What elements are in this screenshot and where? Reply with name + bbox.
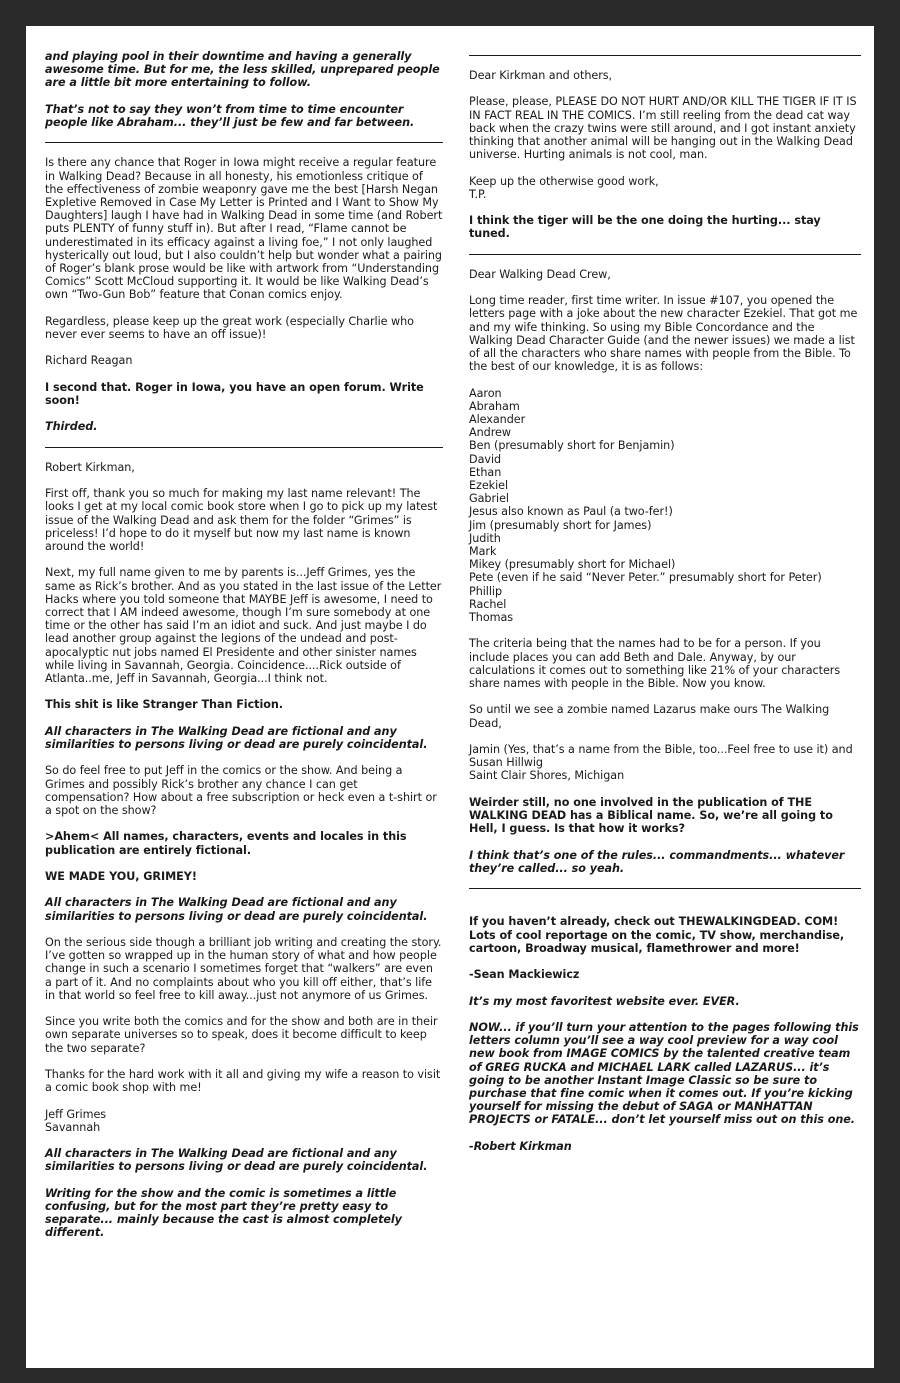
editor-response: and playing pool in their downtime and having a generally awesome time. But for me, the less skilled, unprepared people are a little bit more entertaining to follow. — [45, 50, 440, 90]
left-column — [45, 50, 443, 1253]
letter-paragraph: The criteria being that the names had to be for a person. If you include places you can add Beth and Dale. Anyway, by our calculations it comes out to something like 21% of your characters share names with people in the Bible. Now you know. — [469, 637, 841, 691]
letter-paragraph: Dear Walking Dead Crew, — [469, 267, 611, 281]
letter-paragraph: Since you write both the comics and for the show and both are in their own separate universes so to speak, does it become difficult to keep the two separate? — [45, 1015, 438, 1055]
letter-paragraph: Robert Kirkman, — [45, 460, 135, 474]
letter-paragraph: Please, please, PLEASE DO NOT HURT AND/OR KILL THE TIGER IF IT IS IN FACT REAL IN THE COMICS. I’m still reeling from the dead cat way back when the crazy twins were still around, and I got instant anxiety thinking that another animal will be hanging out in the Walking Dead universe. Hurting animals is not cool, man. — [469, 95, 857, 162]
letter-paragraph: First off, thank you so much for making my last name relevant! The looks I get at my local comic book store when I go to pick up my latest issue of the Walking Dead and ask them for the folder “Grimes” is priceless! I’d hope to do it myself but now my last name is known around the world! — [45, 487, 438, 553]
letters-page — [26, 26, 874, 1368]
letter-paragraph: So until we see a zombie named Lazarus make ours The Walking Dead, — [469, 703, 830, 730]
editor-response: I think the tiger will be the one doing the hurting... stay tuned. — [469, 214, 821, 241]
letter-paragraph: Richard Reagan — [45, 354, 133, 368]
editor-response: All characters in The Walking Dead are fictional and any similarities to persons living or dead are purely coincidental. — [45, 896, 428, 923]
section-divider — [469, 888, 861, 889]
editor-response: -Robert Kirkman — [469, 1139, 572, 1153]
editor-response: >Ahem< All names, characters, events and locales in this publication are entirely fictional. — [45, 830, 407, 857]
editor-response: It’s my most favoritest website ever. EVER. — [469, 994, 740, 1008]
section-divider — [469, 254, 861, 255]
letter-paragraph: Thanks for the hard work with it all and giving my wife a reason to visit a comic book shop with me! — [45, 1067, 441, 1095]
editor-response: Weirder still, no one involved in the publication of THE WALKING DEAD has a Biblical name. So, we’re all going to Hell, I guess. Is that how it works? — [469, 795, 833, 836]
letter-paragraph: Next, my full name given to me by parents is...Jeff Grimes, yes the same as Rick’s brother. And as you stated in the last issue of the Letter Hacks where you told someone that MAYBE Jeff is awesome, I need to correct that I AM indeed awesome, though I’m sure somebody at one time or the other has said I’m an idiot and suck. And just maybe I do lead another group against the legions of the undead and post-apocalyptic nut jobs named El Presidente and other sinister names while living in Savannah, Georgia. Coincidence....Rick outside of Atlanta..me, Jeff in Savannah, Georgia...I think not. — [45, 566, 442, 685]
letter-paragraph: Jeff Grimes Savannah — [45, 1107, 107, 1134]
letter-paragraph: Long time reader, first time writer. In issue #107, you opened the letters page with a joke about the new character Ezekiel. That got me and my wife thinking. So using my Bible Concordance and the Walking Dead Character Guide (and the newer issues) we made a list of all the characters who share names with people from the Bible. To the best of our knowledge, it is as follows: — [469, 294, 858, 374]
editor-response: Writing for the show and the comic is sometimes a little confusing, but for the most part they’re pretty easy to separate... mainly because the cast is almost completely different. — [45, 1186, 402, 1240]
letter-paragraph: On the serious side though a brilliant job writing and creating the story. I’ve gotten so wrapped up in the human story of what and how people change in such a scenario I sometimes forget that “walkers” are even a part of it. And no complaints about who you kill off either, that’s life in that world so feel free to kill away...just not anymore of us Grimes. — [45, 935, 442, 1002]
editor-response: If you haven’t already, check out THEWALKINGDEAD. COM! Lots of cool reportage on the comic, TV show, merchandise, cartoon, Broadway musical, flamethrower and more! — [469, 915, 845, 955]
editor-response: All characters in The Walking Dead are fictional and any similarities to persons living or dead are purely coincidental. — [45, 1147, 428, 1174]
spacer — [469, 902, 861, 915]
editor-response: I think that’s one of the rules... commandments... whatever they’re called... so yeah. — [469, 848, 845, 875]
right-column — [469, 50, 861, 1166]
letter-paragraph: Keep up the otherwise good work, T.P. — [469, 174, 659, 201]
editor-response: I second that. Roger in Iowa, you have an open forum. Write soon! — [45, 380, 424, 407]
letter-paragraph: Is there any chance that Roger in Iowa might receive a regular feature in Walking Dead? Because in all honesty, his emotionless critique of the effectiveness of zombie weaponry gave me the best [Harsh Negan Expletive Removed in Case My Letter is Printed and I Want to Show My Daughters] laugh I have had in Walking Dead in some time (and Robert puts PLENTY of funny stuff in). But after I read, “Flame cannot be underestimated in its efficacy against a living foe,” I not only laughed hysterically out loud, but I also couldn’t help but wonder what a pairing of Roger’s blank prose would be like with artwork from “Understanding Comics” Scott McCloud supporting it. It would be like Walking Dead’s own “Two-Gun Bob” feature that Conan comics enjoy. — [45, 156, 443, 302]
letter-paragraph: Regardless, please keep up the great work (especially Charlie who never ever seems to have an off issue)! — [45, 314, 414, 342]
letter-paragraph: Dear Kirkman and others, — [469, 69, 613, 82]
editor-response: This shit is like Stranger Than Fiction. — [45, 698, 284, 712]
editor-response: WE MADE YOU, GRIMEY! — [45, 869, 197, 883]
section-divider — [469, 55, 861, 56]
editor-response: All characters in The Walking Dead are fictional and any similarities to persons living or dead are purely coincidental. — [45, 724, 428, 751]
editor-response: That’s not to say they won’t from time to time encounter people like Abraham... they’ll just be few and far between. — [45, 102, 415, 129]
editor-response: Thirded. — [45, 420, 98, 434]
editor-response: -Sean Mackiewicz — [469, 968, 580, 982]
letter-paragraph: So do feel free to put Jeff in the comics or the show. And being a Grimes and possibly Rick’s brother any chance I can get compensation? How about a free subscription or heck even a t-shirt or a spot on the show? — [45, 764, 437, 817]
section-divider — [45, 142, 443, 143]
section-divider — [45, 447, 443, 448]
editor-response: NOW... if you’ll turn your attention to the pages following this letters column you’ll see a way cool preview for a way cool new book from IMAGE COMICS by the talented creative team of GREG RUCKA and MICHAEL LARK called LAZARUS... it’s going to be another Instant Image Classic so be sure to purchase that fine comic when it comes out. If you’re kicking yourself for missing the debut of SAGA or MANHATTAN PROJECTS or FATALE... don’t let yourself miss out on this one. — [469, 1020, 859, 1127]
letter-paragraph: Aaron Abraham Alexander Andrew Ben (presumably short for Benjamin) David Ethan Ezekiel Gabriel Jesus also known as Paul (a two-fer!) Jim (presumably short for James) Judith Mark Mikey (presumably short for Michael) Pete (even if he said “Never Peter.” presumably short for Peter) Phillip Rachel Thomas — [469, 386, 822, 625]
letter-paragraph: Jamin (Yes, that’s a name from the Bible, too...Feel free to use it) and Susan Hillwig Saint Clair Shores, Michigan — [469, 743, 853, 783]
